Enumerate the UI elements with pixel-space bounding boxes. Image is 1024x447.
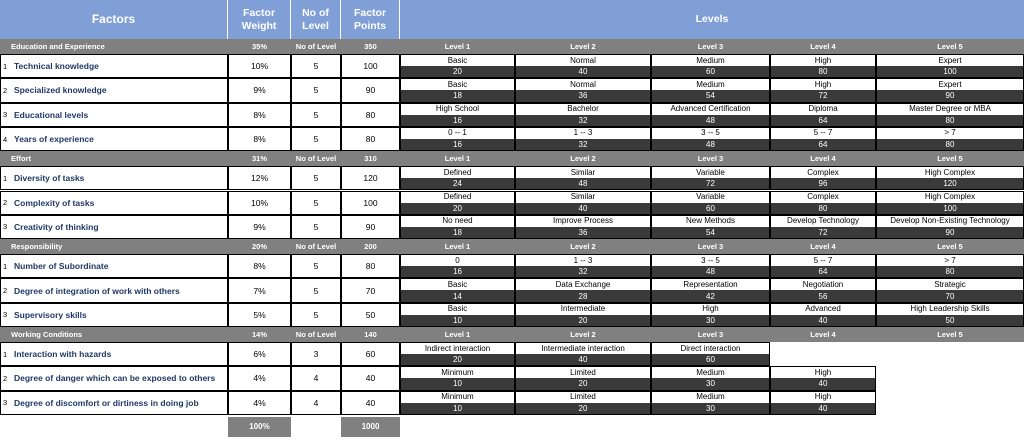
level-points: 32: [515, 139, 651, 151]
level-description: Medium: [651, 78, 770, 90]
level-points: 40: [770, 315, 876, 327]
section-level-label: Level 3: [651, 327, 770, 342]
level-points: 72: [770, 227, 876, 239]
level-description: Defined: [400, 166, 515, 178]
level-points: 80: [876, 115, 1024, 127]
level-points: 20: [515, 315, 651, 327]
level-description: Direct interaction: [651, 342, 770, 354]
section-points: 350: [341, 39, 400, 54]
row-number: 2: [0, 191, 10, 215]
level-points: 90: [876, 90, 1024, 102]
factor-weight: 12%: [228, 166, 291, 190]
level-points: 18: [400, 90, 515, 102]
section-level-label: Level 4: [770, 327, 876, 342]
header-factors: Factors: [0, 0, 228, 39]
level-description: Bachelor: [515, 103, 651, 115]
level-description: > 7: [876, 127, 1024, 139]
level-points: 32: [515, 115, 651, 127]
level-points: 64: [770, 115, 876, 127]
level-points: 80: [770, 66, 876, 78]
level-points: 16: [400, 139, 515, 151]
factor-points: 100: [341, 54, 400, 78]
level-points: 80: [770, 203, 876, 215]
level-description: Normal: [515, 78, 651, 90]
level-description: Develop Technology: [770, 215, 876, 227]
section-no-of-level: No of Level: [291, 39, 341, 54]
section-level-label: Level 3: [651, 39, 770, 54]
row-number: 1: [0, 54, 10, 78]
section-title: Effort: [0, 151, 228, 166]
level-description: Limited: [515, 366, 651, 378]
factor-levels: 5: [291, 254, 341, 278]
level-description: 0: [400, 254, 515, 266]
level-description: High: [770, 78, 876, 90]
level-points: 96: [770, 178, 876, 190]
level-points: 40: [770, 378, 876, 390]
level-description: High: [770, 391, 876, 403]
level-points: 10: [400, 315, 515, 327]
factor-name: Educational levels: [10, 103, 228, 127]
level-description: Master Degree or MBA: [876, 103, 1024, 115]
level-description: Complex: [770, 191, 876, 203]
level-description: Medium: [651, 366, 770, 378]
level-description: Complex: [770, 166, 876, 178]
level-description: Expert: [876, 78, 1024, 90]
section-points: 140: [341, 327, 400, 342]
level-points: 72: [651, 178, 770, 190]
factor-points: 80: [341, 127, 400, 151]
factor-weight: 5%: [228, 303, 291, 327]
factor-levels: 3: [291, 342, 341, 366]
level-points: 64: [770, 139, 876, 151]
level-points: 32: [515, 266, 651, 278]
row-number: 2: [0, 278, 10, 302]
level-points: 28: [515, 290, 651, 302]
factor-points: 40: [341, 366, 400, 390]
level-description: Representation: [651, 278, 770, 290]
factor-name: Creativity of thinking: [10, 215, 228, 239]
level-description: Strategic: [876, 278, 1024, 290]
factor-name: Diversity of tasks: [10, 166, 228, 190]
level-points: 30: [651, 378, 770, 390]
level-description: Basic: [400, 303, 515, 315]
level-points: 20: [400, 66, 515, 78]
level-points: 70: [876, 290, 1024, 302]
level-description: 5 -- 7: [770, 254, 876, 266]
level-description: 1 -- 3: [515, 254, 651, 266]
total-points: 1000: [341, 417, 400, 437]
section-no-of-level: No of Level: [291, 327, 341, 342]
level-points: 40: [770, 403, 876, 415]
level-points: 100: [876, 203, 1024, 215]
section-level-label: Level 1: [400, 239, 515, 254]
level-points: 60: [651, 354, 770, 366]
factor-levels: 4: [291, 391, 341, 415]
level-description: No need: [400, 215, 515, 227]
row-number: 1: [0, 166, 10, 190]
level-description: Improve Process: [515, 215, 651, 227]
factor-weight: 4%: [228, 391, 291, 415]
factor-weight: 10%: [228, 191, 291, 215]
section-level-label: Level 1: [400, 151, 515, 166]
level-points: 42: [651, 290, 770, 302]
factor-levels: 5: [291, 78, 341, 102]
factor-levels: 5: [291, 103, 341, 127]
level-description: Intermediate interaction: [515, 342, 651, 354]
level-description: Limited: [515, 391, 651, 403]
header-factor-weight: Factor Weight: [228, 0, 291, 39]
section-title: Education and Experience: [0, 39, 228, 54]
factor-weight: 10%: [228, 54, 291, 78]
header-factor-points: Factor Points: [341, 0, 400, 39]
factor-name: Degree of danger which can be exposed to others: [10, 366, 228, 390]
level-points: 30: [651, 315, 770, 327]
level-description: Advanced: [770, 303, 876, 315]
row-number: 1: [0, 254, 10, 278]
section-level-label: Level 5: [876, 239, 1024, 254]
level-points: 48: [651, 139, 770, 151]
level-description: Defined: [400, 191, 515, 203]
level-points: 16: [400, 115, 515, 127]
factor-name: Specialized knowledge: [10, 78, 228, 102]
factor-levels: 5: [291, 54, 341, 78]
level-description: Data Exchange: [515, 278, 651, 290]
level-points: 54: [651, 227, 770, 239]
level-description: Basic: [400, 278, 515, 290]
factor-points: 120: [341, 166, 400, 190]
level-description: High School: [400, 103, 515, 115]
level-description: 3 -- 5: [651, 127, 770, 139]
level-points: 60: [651, 203, 770, 215]
factor-levels: 5: [291, 127, 341, 151]
level-points: 50: [876, 315, 1024, 327]
section-no-of-level: No of Level: [291, 151, 341, 166]
level-points: 40: [515, 203, 651, 215]
section-points: 200: [341, 239, 400, 254]
level-points: 120: [876, 178, 1024, 190]
factor-name: Interaction with hazards: [10, 342, 228, 366]
factor-weight: 8%: [228, 103, 291, 127]
level-description: Minimum: [400, 366, 515, 378]
row-number: 2: [0, 366, 10, 390]
level-description: Diploma: [770, 103, 876, 115]
section-title: Responsibility: [0, 239, 228, 254]
level-points: 18: [400, 227, 515, 239]
level-points: 36: [515, 90, 651, 102]
total-weight: 100%: [228, 417, 291, 437]
row-number: 4: [0, 127, 10, 151]
level-description: Variable: [651, 166, 770, 178]
level-description: Similar: [515, 191, 651, 203]
section-level-label: Level 3: [651, 151, 770, 166]
level-points: 100: [876, 66, 1024, 78]
level-points: 36: [515, 227, 651, 239]
level-description: 3 -- 5: [651, 254, 770, 266]
section-level-label: Level 2: [515, 327, 651, 342]
section-points: 310: [341, 151, 400, 166]
factor-points: 40: [341, 391, 400, 415]
section-weight: 14%: [228, 327, 291, 342]
level-points: 48: [515, 178, 651, 190]
factor-weight: 8%: [228, 127, 291, 151]
level-description: Develop Non-Existing Technology: [876, 215, 1024, 227]
factor-name: Technical knowledge: [10, 54, 228, 78]
row-number: 3: [0, 215, 10, 239]
factor-points: 80: [341, 254, 400, 278]
level-points: 20: [400, 203, 515, 215]
factor-points: 50: [341, 303, 400, 327]
level-description: High: [651, 303, 770, 315]
level-points: 72: [770, 90, 876, 102]
section-level-label: Level 3: [651, 239, 770, 254]
level-points: 24: [400, 178, 515, 190]
section-weight: 31%: [228, 151, 291, 166]
row-number: 1: [0, 342, 10, 366]
factor-levels: 5: [291, 215, 341, 239]
factor-points: 60: [341, 342, 400, 366]
level-description: Intermediate: [515, 303, 651, 315]
factor-weight: 4%: [228, 366, 291, 390]
factor-weight: 8%: [228, 254, 291, 278]
section-level-label: Level 1: [400, 327, 515, 342]
level-points: 60: [651, 66, 770, 78]
section-no-of-level: No of Level: [291, 239, 341, 254]
level-description: Expert: [876, 54, 1024, 66]
factor-weight: 9%: [228, 78, 291, 102]
level-description: High: [770, 54, 876, 66]
section-level-label: Level 5: [876, 327, 1024, 342]
factor-name: Number of Subordinate: [10, 254, 228, 278]
level-description: Advanced Certification: [651, 103, 770, 115]
section-weight: 35%: [228, 39, 291, 54]
factor-points: 90: [341, 215, 400, 239]
factor-points: 90: [341, 78, 400, 102]
section-level-label: Level 4: [770, 39, 876, 54]
level-points: 10: [400, 403, 515, 415]
section-level-label: Level 2: [515, 151, 651, 166]
level-description: Normal: [515, 54, 651, 66]
level-points: 20: [400, 354, 515, 366]
level-points: 16: [400, 266, 515, 278]
level-description: Medium: [651, 54, 770, 66]
factor-name: Degree of integration of work with others: [10, 278, 228, 302]
row-number: 3: [0, 391, 10, 415]
level-points: 48: [651, 115, 770, 127]
factor-points: 100: [341, 191, 400, 215]
level-description: 5 -- 7: [770, 127, 876, 139]
level-points: 20: [515, 378, 651, 390]
section-level-label: Level 4: [770, 239, 876, 254]
section-level-label: Level 5: [876, 151, 1024, 166]
level-description: New Methods: [651, 215, 770, 227]
level-points: 20: [515, 403, 651, 415]
factor-levels: 5: [291, 303, 341, 327]
row-number: 2: [0, 78, 10, 102]
factor-points: 80: [341, 103, 400, 127]
level-description: 1 -- 3: [515, 127, 651, 139]
level-description: High Complex: [876, 166, 1024, 178]
level-description: Minimum: [400, 391, 515, 403]
section-title: Working Conditions: [0, 327, 228, 342]
factor-name: Supervisory skills: [10, 303, 228, 327]
section-level-label: Level 1: [400, 39, 515, 54]
level-description: High Complex: [876, 191, 1024, 203]
level-points: 90: [876, 227, 1024, 239]
factor-levels: 5: [291, 278, 341, 302]
level-description: Indirect interaction: [400, 342, 515, 354]
level-description: Basic: [400, 78, 515, 90]
factor-weight: 7%: [228, 278, 291, 302]
level-description: > 7: [876, 254, 1024, 266]
level-description: 0 -- 1: [400, 127, 515, 139]
factor-name: Degree of discomfort or dirtiness in doing job: [10, 391, 228, 415]
level-points: 64: [770, 266, 876, 278]
level-points: 48: [651, 266, 770, 278]
row-number: 3: [0, 303, 10, 327]
header-no-of-level: No of Level: [291, 0, 341, 39]
factor-weight: 6%: [228, 342, 291, 366]
section-level-label: Level 2: [515, 239, 651, 254]
row-number: 3: [0, 103, 10, 127]
level-points: 54: [651, 90, 770, 102]
factor-levels: 4: [291, 366, 341, 390]
level-description: Negotiation: [770, 278, 876, 290]
level-description: Similar: [515, 166, 651, 178]
level-points: 10: [400, 378, 515, 390]
level-points: 40: [515, 66, 651, 78]
level-description: Medium: [651, 391, 770, 403]
factor-name: Years of experience: [10, 127, 228, 151]
factor-name: Complexity of tasks: [10, 191, 228, 215]
level-points: 14: [400, 290, 515, 302]
section-level-label: Level 4: [770, 151, 876, 166]
level-description: High Leadership Skills: [876, 303, 1024, 315]
factor-points: 70: [341, 278, 400, 302]
factor-levels: 5: [291, 166, 341, 190]
level-description: Basic: [400, 54, 515, 66]
level-points: 56: [770, 290, 876, 302]
section-level-label: Level 2: [515, 39, 651, 54]
level-description: Variable: [651, 191, 770, 203]
section-weight: 20%: [228, 239, 291, 254]
level-description: High: [770, 366, 876, 378]
header-levels: Levels: [400, 0, 1024, 39]
level-points: 80: [876, 139, 1024, 151]
section-level-label: Level 5: [876, 39, 1024, 54]
level-points: 30: [651, 403, 770, 415]
factor-levels: 5: [291, 191, 341, 215]
level-points: 40: [515, 354, 651, 366]
factor-weight: 9%: [228, 215, 291, 239]
level-points: 80: [876, 266, 1024, 278]
